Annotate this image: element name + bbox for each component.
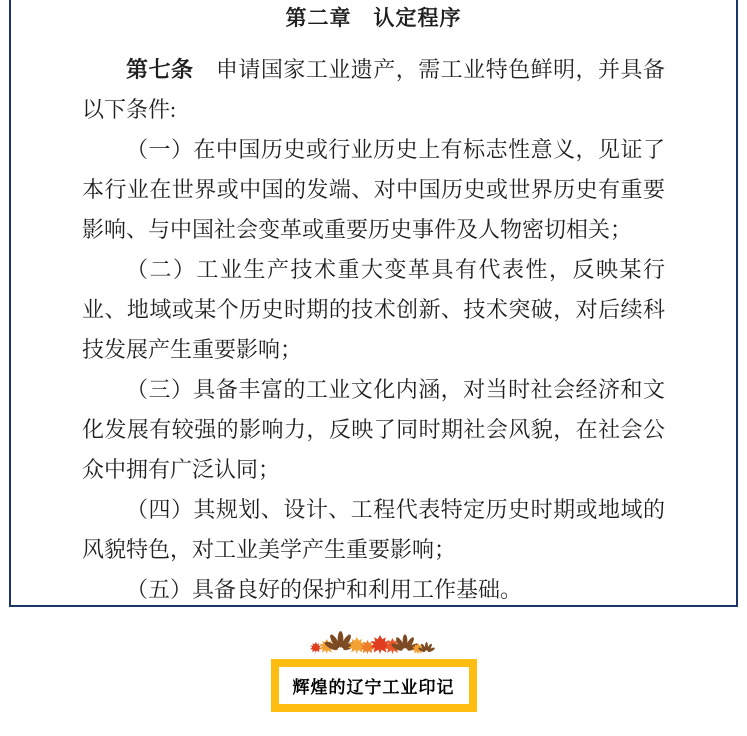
article-text: 申请国家工业遗产，需工业特色鲜明，并具备以下条件:: [82, 57, 665, 122]
article-number: 第七条: [126, 57, 194, 82]
chapter-title: 第二章 认定程序: [285, 7, 462, 30]
autumn-leaves-divider-icon: [310, 631, 438, 657]
caption-text: 辉煌的辽宁工业印记: [292, 678, 455, 697]
paragraph-article-7: [82, 50, 665, 130]
paragraph-item-1: （一）在中国历史或行业历史上有标志性意义，见证了本行业在世界或中国的发端、对中国历史或世界历史有重要影响、与中国社会变革或重要历史事件及人物密切相关；: [82, 137, 665, 242]
caption-box: [271, 659, 477, 712]
paragraph-item-3: （三）具备丰富的工业文化内涵，对当时社会经济和文化发展有较强的影响力，反映了同时期社会风貌，在社会公众中拥有广泛认同；: [82, 377, 665, 482]
document-page: [9, 0, 738, 607]
paragraph-item-4: （四）其规划、设计、工程代表特定历史时期或地域的风貌特色，对工业美学产生重要影响；: [82, 497, 665, 562]
paragraph-item-5: （五）具备良好的保护和利用工作基础。: [126, 577, 523, 602]
paragraph-item-2: （二）工业生产技术重大变革具有代表性，反映某行业、地域或某个历史时期的技术创新、技术突破，对后续科技发展产生重要影响；: [82, 257, 665, 362]
